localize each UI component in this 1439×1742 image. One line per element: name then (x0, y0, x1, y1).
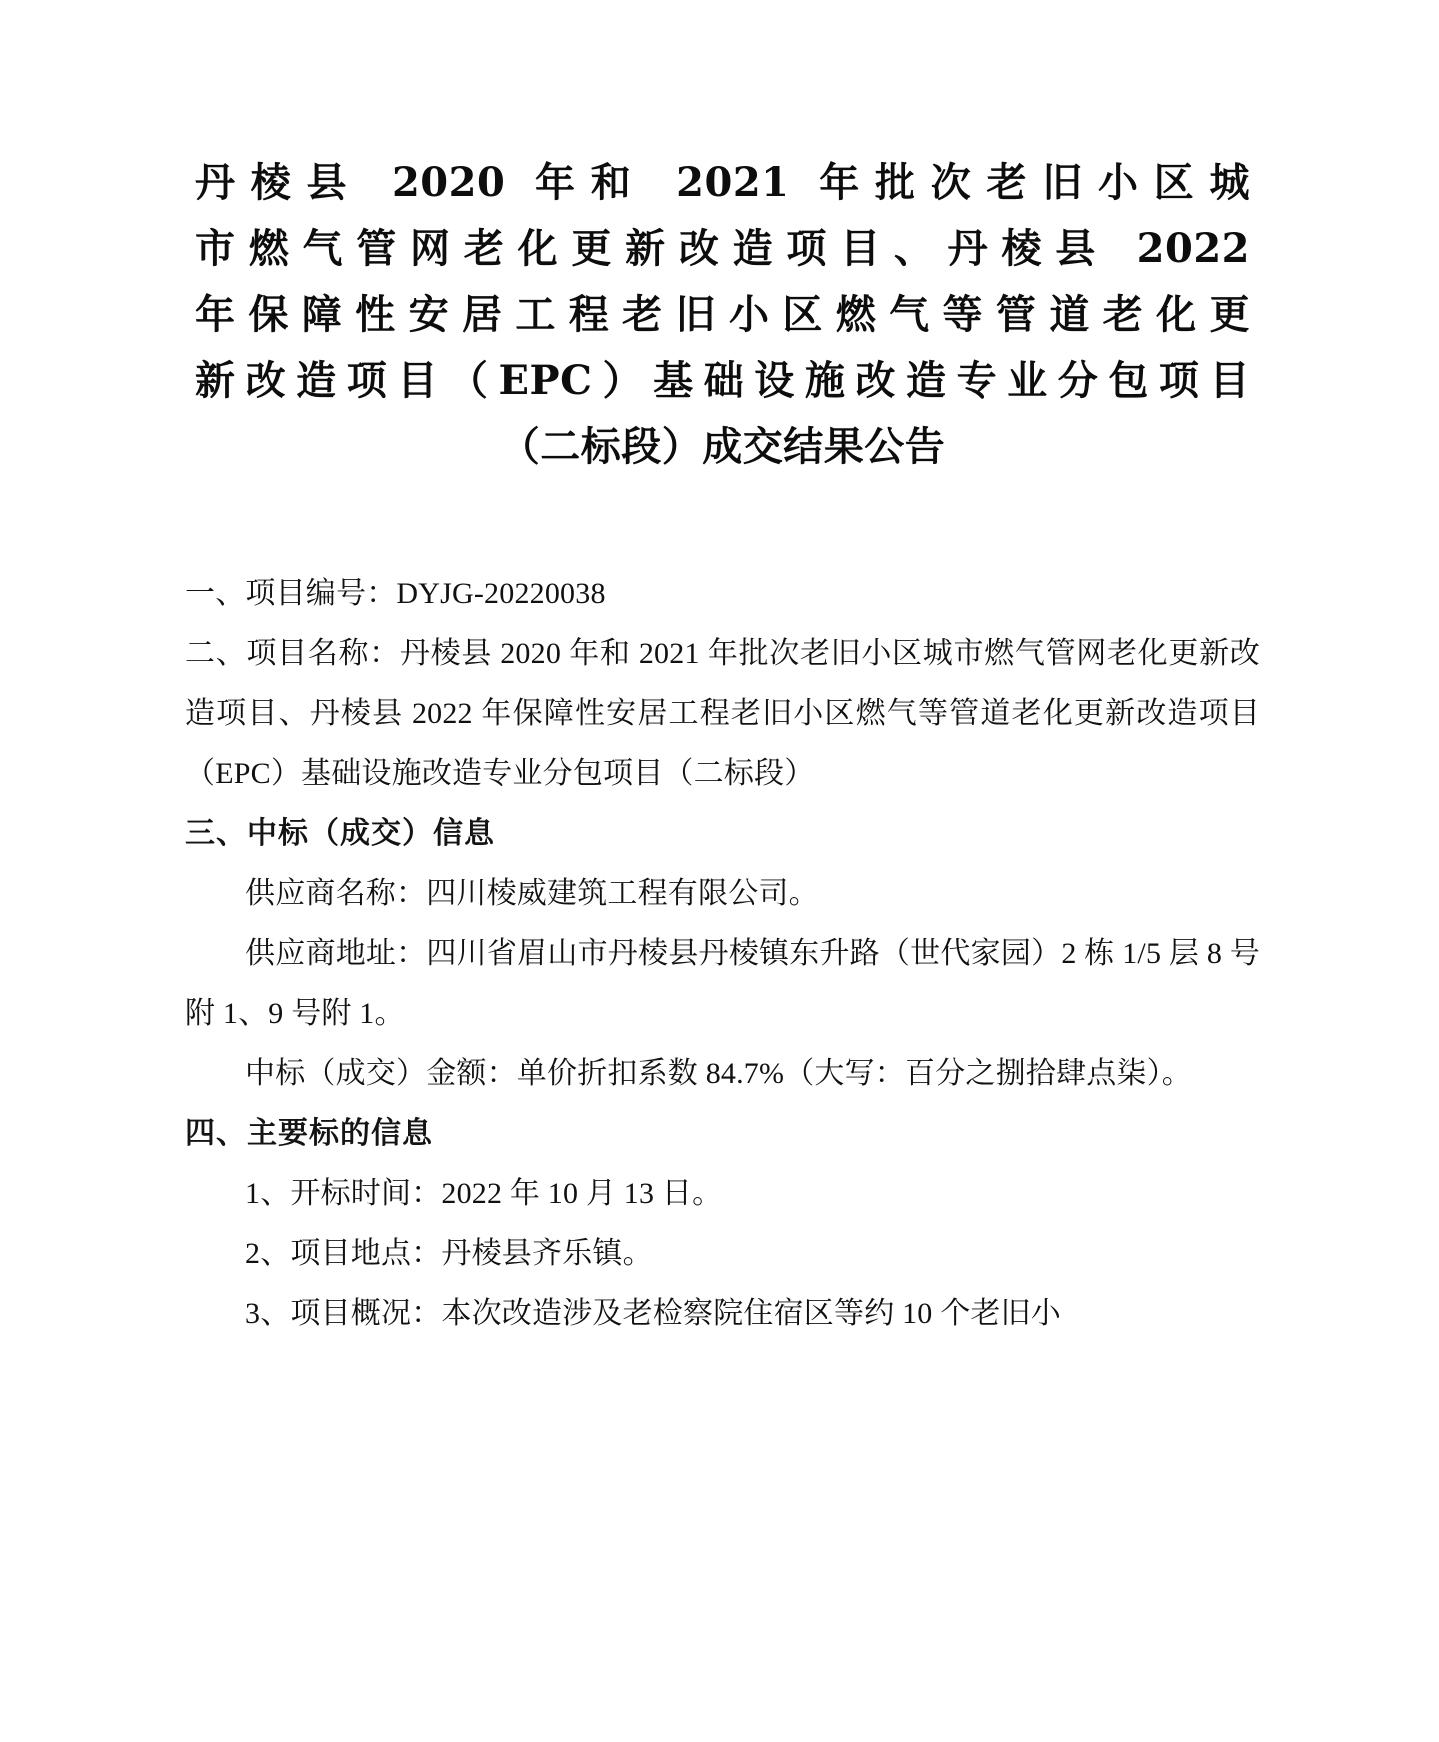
title-body-spacer (185, 480, 1260, 564)
section-project-number: 一、项目编号：DYJG-20220038 (185, 577, 606, 610)
document-body (185, 150, 1260, 1344)
title-line-4: 新改造项目（EPC）基础设施改造专业分包项目 (195, 357, 1250, 404)
main-subject-location: 2、项目地点：丹棱县齐乐镇。 (245, 1237, 653, 1270)
section-award-info-heading: 三、中标（成交）信息 (185, 817, 495, 850)
title-line-5: （二标段）成交结果公告 (499, 423, 946, 470)
award-supplier-address: 供应商地址：四川省眉山市丹棱县丹棱镇东升路（世代家园）2 栋 1/5 层 8 号附 1、9 号附 1。 (185, 937, 1260, 1030)
section-project-name: 二、项目名称：丹棱县 2020 年和 2021 年批次老旧小区城市燃气管网老化更新改造项目、丹棱县 2022 年保障性安居工程老旧小区燃气等管道老化更新改造项目（EPC）基础设施改造专业分包项目（二标段） (185, 637, 1260, 790)
page-title (185, 150, 1260, 480)
main-subject-overview: 3、项目概况：本次改造涉及老检察院住宿区等约 10 个老旧小 (245, 1297, 1061, 1330)
award-amount: 中标（成交）金额：单价折扣系数 84.7%（大写：百分之捌拾肆点柒）。 (245, 1057, 1192, 1090)
title-line-2: 市燃气管网老化更新改造项目、丹棱县 2022 (195, 225, 1250, 272)
main-subject-bid-open-time: 1、开标时间：2022 年 10 月 13 日。 (245, 1177, 723, 1210)
title-line-1: 丹棱县 2020 年和 2021 年批次老旧小区城 (195, 159, 1250, 206)
section-main-subject-heading: 四、主要标的信息 (185, 1117, 433, 1150)
award-supplier-name: 供应商名称：四川棱威建筑工程有限公司。 (245, 877, 819, 910)
title-line-3: 年保障性安居工程老旧小区燃气等管道老化更 (195, 291, 1250, 338)
